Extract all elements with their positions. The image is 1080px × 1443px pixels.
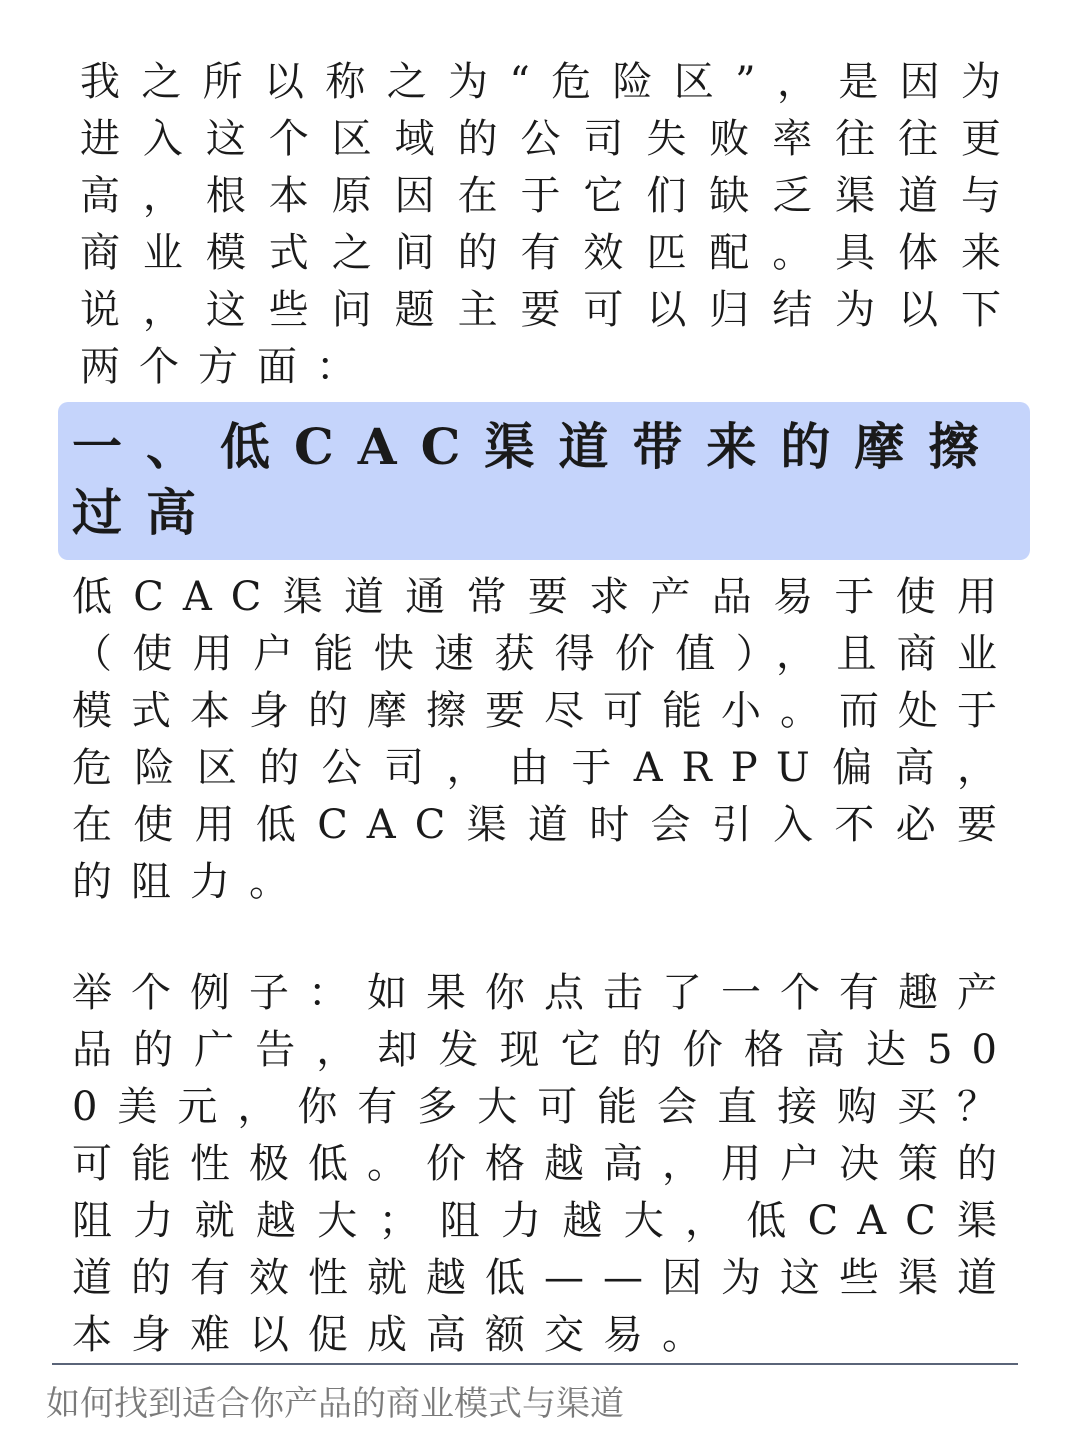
section-heading-highlight <box>58 402 1030 560</box>
section-heading: 一、低CAC渠道带来的摩擦过高 <box>72 417 1003 542</box>
body-paragraph-example: 举个例子：如果你点击了一个有趣产品的广告，却发现它的价格高达500美元，你有多大可能会直接购买？可能性极低。价格越高，用户决策的阻力就越大；阻力越大，低CAC渠道的有效性就越低——因为这些渠道本身难以促成高额交易。 <box>72 970 1016 1358</box>
footer-title: 如何找到适合你产品的商业模式与渠道 <box>46 1384 624 1424</box>
intro-paragraph: 我之所以称之为“危险区”，是因为进入这个区域的公司失败率往往更高，根本原因在于它们缺乏渠道与商业模式之间的有效匹配。具体来说，这些问题主要可以归结为以下两个方面： <box>80 59 1020 390</box>
footer-divider <box>52 1363 1018 1365</box>
body-paragraph: 低CAC渠道通常要求产品易于使用（使用户能快速获得价值），且商业模式本身的摩擦要尽可能小。而处于危险区的公司，由于ARPU偏高，在使用低CAC渠道时会引入不必要的阻力。 <box>72 574 1016 905</box>
